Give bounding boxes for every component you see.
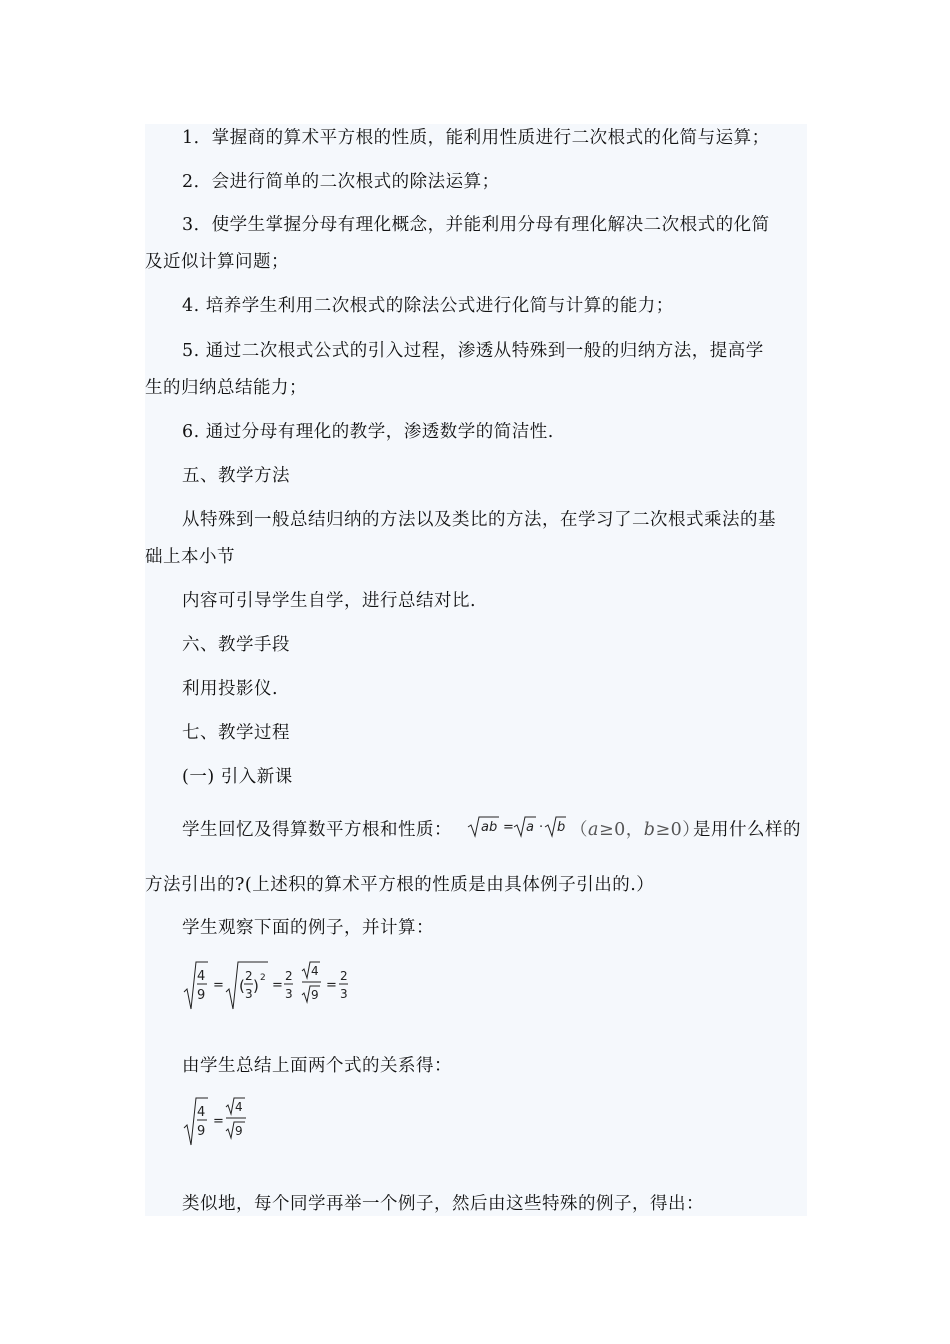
- svg-text:3: 3: [285, 987, 293, 1001]
- formula-eq: =: [503, 820, 514, 835]
- section-6-heading: 六、教学手段: [182, 635, 290, 655]
- objective-6: 6. 通过分母有理化的教学，渗透数学的简洁性.: [182, 422, 554, 442]
- section-5-heading: 五、教学方法: [182, 466, 290, 486]
- svg-text:9: 9: [235, 1124, 243, 1138]
- svg-text:=: =: [272, 978, 283, 993]
- quotient-formula: [182, 1094, 282, 1150]
- section-7-sub-1: (一) 引入新课: [182, 767, 293, 787]
- objective-1: 1．掌握商的算术平方根的性质，能利用性质进行二次根式的化简与运算；: [182, 128, 770, 148]
- product-root-formula: [466, 812, 570, 840]
- svg-text:9: 9: [311, 988, 319, 1002]
- section-5-text-2: 础上本小节: [145, 547, 235, 567]
- content-panel: [145, 124, 807, 1216]
- svg-text:4: 4: [197, 969, 206, 984]
- section-5-text-1: 从特殊到一般总结归纳的方法以及类比的方法，在学习了二次根式乘法的基: [182, 510, 776, 530]
- svg-text:2: 2: [340, 969, 348, 983]
- recall-prefix: 学生回忆及得算数平方根和性质：: [182, 820, 452, 840]
- summary-text: 由学生总结上面两个式的关系得：: [182, 1056, 452, 1076]
- recall-suffix: 是用什么样的: [693, 820, 801, 840]
- objective-5-cont: 生的归纳总结能力；: [145, 378, 307, 398]
- svg-text:): ): [253, 977, 259, 995]
- section-6-text: 利用投影仪.: [182, 679, 279, 699]
- objective-5: 5. 通过二次根式公式的引入过程，渗透从特殊到一般的归纳方法，提高学: [182, 341, 764, 361]
- observe-text: 学生观察下面的例子，并计算：: [182, 918, 434, 938]
- section-5-text-3: 内容可引导学生自学，进行总结对比.: [182, 591, 477, 611]
- svg-text:4: 4: [311, 964, 319, 978]
- recall-condition: （a≥0，b≥0）: [570, 820, 701, 840]
- svg-text:3: 3: [245, 987, 253, 1001]
- svg-text:9: 9: [197, 988, 206, 1003]
- formula-a: a: [526, 820, 534, 835]
- svg-text:2: 2: [260, 973, 266, 983]
- objective-3-cont: 及近似计算问题；: [145, 252, 289, 272]
- svg-text:(: (: [239, 977, 245, 995]
- formula-ab: ab: [481, 820, 498, 835]
- svg-text:4: 4: [197, 1105, 206, 1120]
- example-formula: [182, 958, 382, 1014]
- svg-text:=: =: [213, 978, 224, 993]
- formula-b: b: [557, 820, 566, 835]
- recall-line-2: 方法引出的?(上述积的算术平方根的性质是由具体例子引出的.）: [145, 875, 655, 895]
- svg-text:=: =: [213, 1114, 224, 1129]
- svg-text:3: 3: [340, 987, 348, 1001]
- objective-4: 4. 培养学生利用二次根式的除法公式进行化简与计算的能力；: [182, 296, 674, 316]
- svg-text:=: =: [326, 978, 337, 993]
- svg-text:9: 9: [197, 1124, 206, 1139]
- svg-text:4: 4: [235, 1100, 243, 1114]
- objective-2: 2．会进行简单的二次根式的除法运算；: [182, 172, 500, 192]
- svg-text:2: 2: [285, 969, 293, 983]
- similar-text: 类似地，每个同学再举一个例子，然后由这些特殊的例子，得出：: [182, 1194, 704, 1214]
- formula-dot: ·: [539, 820, 544, 835]
- section-7-heading: 七、教学过程: [182, 723, 290, 743]
- objective-3: 3．使学生掌握分母有理化概念，并能利用分母有理化解决二次根式的化简: [182, 215, 770, 235]
- svg-text:2: 2: [245, 969, 253, 983]
